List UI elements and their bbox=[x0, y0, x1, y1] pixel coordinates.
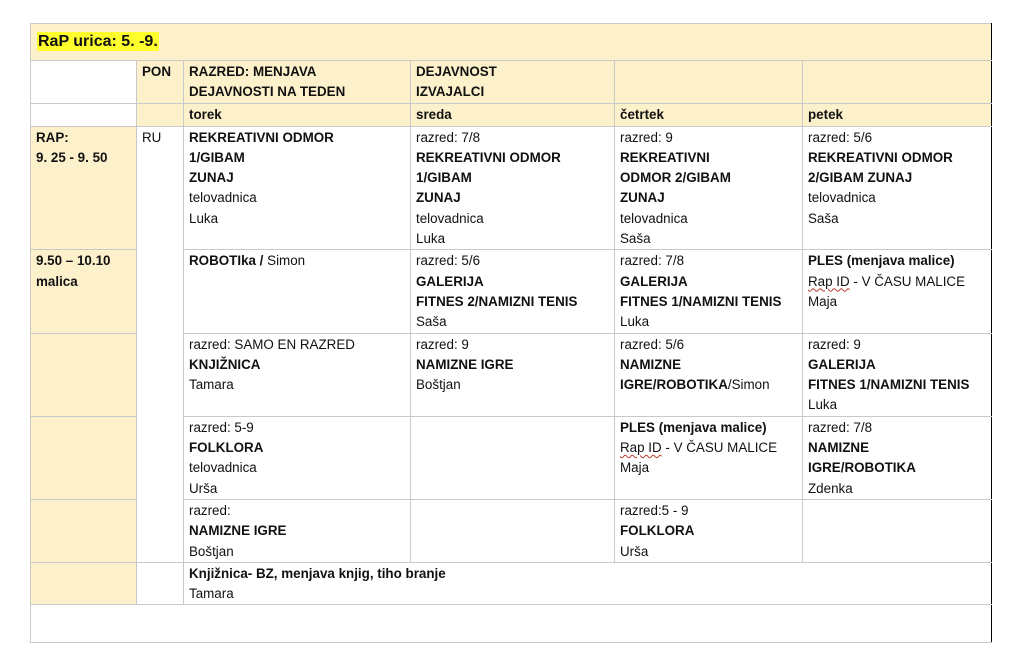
activity-title: NAMIZNE bbox=[620, 356, 681, 372]
schedule-title: RaP urica: 5. -9. bbox=[38, 33, 158, 51]
grade-label: razred: SAMO EN RAZRED bbox=[189, 336, 355, 352]
rap-time: 9. 25 - 9. 50 bbox=[36, 149, 108, 165]
row4-label-cell bbox=[31, 416, 137, 499]
header-row bbox=[31, 61, 992, 104]
activity-title: IGRE/ROBOTIKA bbox=[620, 377, 728, 393]
grade-label: razred: 7/8 bbox=[620, 253, 685, 269]
activity-title: REKREATIVNI ODMOR bbox=[808, 149, 953, 165]
activity-title: ZUNAJ bbox=[620, 190, 665, 206]
activity-line bbox=[620, 375, 797, 395]
activity-title: REKREATIVNI ODMOR bbox=[189, 129, 334, 145]
activity-title: ROBOTIka / bbox=[189, 253, 264, 269]
row4-tuesday-cell bbox=[184, 416, 411, 499]
row3-label-cell bbox=[31, 333, 137, 416]
teacher: Tamara bbox=[189, 586, 234, 602]
activity-title: REKREATIVNI bbox=[620, 149, 710, 165]
header-empty-cell bbox=[31, 61, 137, 104]
row5-tuesday-cell bbox=[184, 499, 411, 562]
title-cell bbox=[31, 24, 992, 61]
day-friday: petek bbox=[803, 103, 992, 126]
robotika-line bbox=[189, 251, 405, 271]
rapid-note: - V ČASU MALICE bbox=[849, 273, 966, 289]
activity-title: GALERIJA bbox=[416, 273, 484, 289]
title-row bbox=[31, 24, 992, 61]
header-pon: PON bbox=[137, 61, 184, 104]
location: telovadnica bbox=[620, 210, 688, 226]
grade-label: razred: 7/8 bbox=[416, 129, 481, 145]
row4-wednesday-cell bbox=[411, 416, 615, 499]
grade-label: razred: 9 bbox=[808, 336, 861, 352]
activity-title: NAMIZNE IGRE bbox=[189, 523, 287, 539]
teacher: Boštjan bbox=[416, 377, 461, 393]
row3-wednesday-cell bbox=[411, 333, 615, 416]
header-dejavnost-line2: IZVAJALCI bbox=[416, 84, 485, 100]
rap-row bbox=[31, 126, 992, 250]
location: telovadnica bbox=[808, 190, 876, 206]
activity-title: ZUNAJ bbox=[416, 190, 461, 206]
library-row bbox=[31, 562, 992, 605]
activity-title: FITNES 2/NAMIZNI TENIS bbox=[416, 293, 578, 309]
activity-title: 2/GIBAM ZUNAJ bbox=[808, 170, 913, 186]
schedule-table bbox=[30, 23, 992, 643]
malica-tuesday-cell bbox=[184, 250, 411, 333]
activity-title: ZUNAJ bbox=[189, 170, 234, 186]
activity-title: GALERIJA bbox=[620, 273, 688, 289]
activity-title: KNJIŽNICA bbox=[189, 356, 261, 372]
rap-wednesday-cell bbox=[411, 126, 615, 250]
teacher: Zdenka bbox=[808, 480, 853, 496]
malica-thursday-cell bbox=[615, 250, 803, 333]
grade-label: razred: 5/6 bbox=[620, 336, 685, 352]
row3-friday-cell bbox=[803, 333, 992, 416]
activity-title: NAMIZNE IGRE bbox=[416, 356, 514, 372]
teacher: Tamara bbox=[189, 377, 234, 393]
teacher: Saša bbox=[808, 210, 839, 226]
teacher: Boštjan bbox=[189, 543, 234, 559]
malica-time-cell bbox=[31, 250, 137, 333]
library-note-cell bbox=[184, 562, 992, 605]
teacher: Maja bbox=[808, 293, 838, 309]
grade-label: razred: 9 bbox=[416, 336, 469, 352]
grade-label: razred: bbox=[189, 502, 231, 518]
row6-label-cell bbox=[31, 562, 137, 605]
day-row bbox=[31, 103, 992, 126]
row3-tuesday-cell bbox=[184, 333, 411, 416]
teacher: Maja bbox=[620, 460, 650, 476]
schedule-document bbox=[30, 23, 991, 643]
activity-title: FITNES 1/NAMIZNI TENIS bbox=[808, 377, 970, 393]
activity-title: 1/GIBAM bbox=[189, 149, 245, 165]
grade-label: razred: 7/8 bbox=[808, 419, 873, 435]
day-empty-1 bbox=[31, 103, 137, 126]
header-razred bbox=[184, 61, 411, 104]
activity-title: PLES (menjava malice) bbox=[620, 419, 767, 435]
teacher: Simon bbox=[263, 253, 306, 269]
grade-label: razred: 5/6 bbox=[808, 129, 873, 145]
header-dejavnost-line1: DEJAVNOST bbox=[416, 64, 497, 79]
teacher: Luka bbox=[808, 397, 838, 413]
row3-thursday-cell bbox=[615, 333, 803, 416]
day-thursday: četrtek bbox=[615, 103, 803, 126]
location: telovadnica bbox=[189, 460, 257, 476]
library-note: Knjižnica- BZ, menjava knjig, tiho branje bbox=[189, 565, 446, 581]
grade-label: razred: 5/6 bbox=[416, 253, 481, 269]
ru-cell: RU bbox=[137, 126, 184, 562]
malica-time: 9.50 – 10.10 bbox=[36, 253, 111, 269]
teacher: Luka bbox=[189, 210, 219, 226]
empty-bottom-cell bbox=[31, 605, 992, 643]
row4-thursday-cell bbox=[615, 416, 803, 499]
activity-title: NAMIZNE bbox=[808, 440, 869, 456]
rapid-note: - V ČASU MALICE bbox=[661, 440, 778, 456]
teacher: Luka bbox=[620, 314, 650, 330]
activity-title: IGRE/ROBOTIKA bbox=[808, 460, 916, 476]
grade-label: razred: 9 bbox=[620, 129, 673, 145]
rapid-line bbox=[808, 272, 986, 292]
activity-title: 1/GIBAM bbox=[416, 170, 472, 186]
row5-label-cell bbox=[31, 499, 137, 562]
header-empty-fri bbox=[803, 61, 992, 104]
teacher: /Simon bbox=[727, 377, 770, 393]
teacher: Luka bbox=[416, 231, 446, 247]
teacher: Urša bbox=[189, 480, 218, 496]
row5-thursday-cell bbox=[615, 499, 803, 562]
row6-empty-cell bbox=[137, 562, 184, 605]
day-wednesday: sreda bbox=[411, 103, 615, 126]
rapid-text: Rap ID bbox=[620, 440, 662, 456]
activity-title: FITNES 1/NAMIZNI TENIS bbox=[620, 293, 782, 309]
location: telovadnica bbox=[189, 190, 257, 206]
rap-tuesday-cell bbox=[184, 126, 411, 250]
location: telovadnica bbox=[416, 210, 484, 226]
rap-label: RAP: bbox=[36, 129, 69, 145]
malica-label: malica bbox=[36, 273, 78, 289]
activity-title: REKREATIVNI ODMOR bbox=[416, 149, 561, 165]
activity-title: ODMOR 2/GIBAM bbox=[620, 170, 731, 186]
activity-title: FOLKLORA bbox=[189, 440, 264, 456]
rapid-line bbox=[620, 438, 797, 458]
teacher: Saša bbox=[416, 314, 447, 330]
activity-title: FOLKLORA bbox=[620, 523, 695, 539]
header-razred-line2: DEJAVNOSTI NA TEDEN bbox=[189, 84, 346, 100]
grade-label: razred:5 - 9 bbox=[620, 502, 689, 518]
day-empty-2 bbox=[137, 103, 184, 126]
header-empty-thu bbox=[615, 61, 803, 104]
activity-title: GALERIJA bbox=[808, 356, 876, 372]
row5-wednesday-cell bbox=[411, 499, 615, 562]
header-razred-line1: RAZRED: MENJAVA bbox=[189, 64, 317, 79]
day-tuesday: torek bbox=[184, 103, 411, 126]
empty-bottom-row bbox=[31, 605, 992, 643]
row5-friday-cell bbox=[803, 499, 992, 562]
header-dejavnost bbox=[411, 61, 615, 104]
rap-time-cell bbox=[31, 126, 137, 250]
grade-label: razred: 5-9 bbox=[189, 419, 254, 435]
malica-wednesday-cell bbox=[411, 250, 615, 333]
rap-thursday-cell bbox=[615, 126, 803, 250]
rapid-text: Rap ID bbox=[808, 273, 850, 289]
activity-title: PLES (menjava malice) bbox=[808, 253, 955, 269]
rap-friday-cell bbox=[803, 126, 992, 250]
malica-friday-cell bbox=[803, 250, 992, 333]
teacher: Urša bbox=[620, 543, 649, 559]
row4-friday-cell bbox=[803, 416, 992, 499]
teacher: Saša bbox=[620, 231, 651, 247]
